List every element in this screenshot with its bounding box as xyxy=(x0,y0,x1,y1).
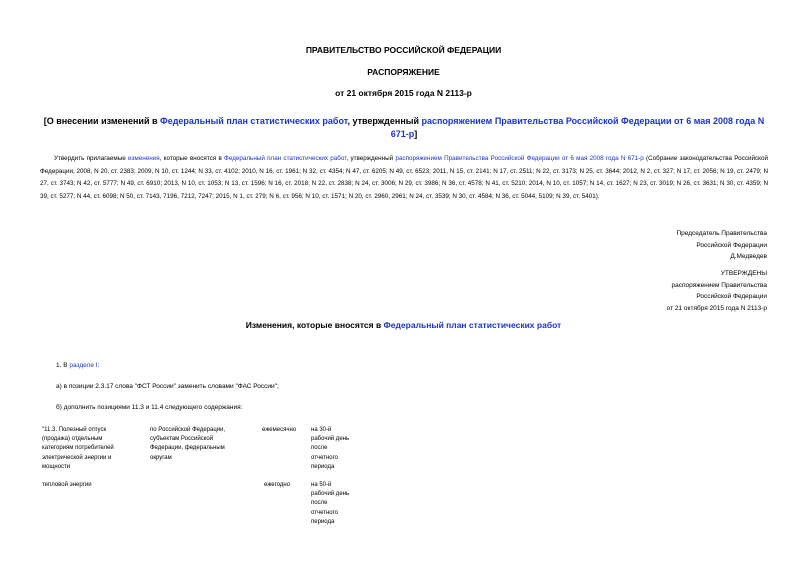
body-text-1: Утвердить прилагаемые xyxy=(54,155,129,162)
approved-line-3: Российской Федерации xyxy=(696,293,767,300)
signature-name: Д.Медведев xyxy=(730,253,767,260)
approved-line-4: от 21 октября 2015 года N 2113-р xyxy=(666,304,767,312)
item-a: а) в позиции 2.3.17 слова "ФСТ России" заменить словами "ФАС России"; xyxy=(56,383,279,390)
table-cell-name: "11.3. Полезный отпуск (продажа) отдельным категориям потребителей электрической энергии и мощности xyxy=(42,427,114,470)
changes-title-text: Изменения, которые вносятся в xyxy=(245,320,384,330)
table-cell-period: ежемесячно xyxy=(262,427,297,433)
government-heading: ПРАВИТЕЛЬСТВО РОССИЙСКОЙ ФЕДЕРАЦИИ xyxy=(305,45,502,55)
table-cell-deadline: на 30-й рабочий день после отчетного периода xyxy=(311,427,350,470)
table-cell-deadline: на 50-й рабочий день после отчетного периода xyxy=(311,482,350,525)
document-type: РАСПОРЯЖЕНИЕ xyxy=(367,67,440,77)
link-order-671[interactable]: распоряжением Правительства Российской Федерации от 6 мая 2008 года N 671-р xyxy=(390,116,765,139)
title-mid: , утвержденный xyxy=(347,116,422,126)
link-changes[interactable]: изменения xyxy=(128,155,160,162)
approved-heading: УТВЕРЖДЕНЫ xyxy=(720,270,767,277)
table-cell-name: тепловой энергии xyxy=(42,482,92,488)
body-text-3: , утвержденный xyxy=(346,155,396,162)
link-federal-plan[interactable]: Федеральный план статистических работ xyxy=(160,116,348,126)
title-close: ] xyxy=(414,129,418,139)
link-order-body[interactable]: распоряжением Правительства Российской Федерации от 6 мая 2008 года N 671-р xyxy=(395,155,644,162)
table-cell-scope: по Российской Федерации, субъектам Российской Федерации, федеральным округам xyxy=(150,427,226,461)
changes-title xyxy=(0,320,807,330)
item-b: б) дополнить позициями 11.3 и 11.4 следующего содержания: xyxy=(56,404,243,411)
body-paragraph xyxy=(40,153,768,203)
signature-country: Российской Федерации xyxy=(696,241,767,249)
signature-title: Председатель Правительства xyxy=(676,230,767,237)
link-section-1[interactable]: разделе I xyxy=(69,362,98,369)
link-federal-plan-body[interactable]: Федеральный план статистических работ xyxy=(224,155,347,162)
item-1-prefix: 1. В xyxy=(56,362,70,369)
body-text-4: (Собрание законодательства Российской Федерации, 2008, N 20, ст. 2383; 2009, N 10, ст. 1244; N 33, ст. 4102; 2010, N 16, ст. 1961; N 32, ст. 4354; N 47, ст. 6205; N 49, ст. 6523; 2011, N 15, ст. 2141; N 17, ст. 2511; N 22, ст. 3173; N 25, ст. 3644; 2012, N 2, ст. 327; N 17, ст. 2056; N 19, ст. 2479; N 27, ст. 3743; N 42, ст. 5777; N 49, ст. 6910; 2013, N 10, ст. 1053; N 13, ст. 1596; N 16, ст. 2018; N 22, ст. 2838; N 24, ст. 3006; N 29, ст. 3986; N 36, ст. 4578; N 41, ст. 5210; 2014, N 10, ст. 1057; N 14, ст. 1627; N 23, ст. 3019; N 26, ст. 3631; N 30, ст. 4359; N 39, ст. 5277; N 44, ст. 6098; N 50, ст. 7143, 7196, 7212, 7247; 2015, N 1, ст. 279; N 6, ст. 956; N 10, ст. 1571; N 20, ст. 2960, 2961; N 24, ст. 3539; N 30, ст. 4584; N 36, ст. 5044, 5109; N 39, ст. 5401). xyxy=(40,155,768,200)
item-1 xyxy=(56,362,99,369)
title-open: [О внесении изменений в xyxy=(43,116,161,126)
item-1-suffix: : xyxy=(97,362,100,369)
document-title xyxy=(40,115,768,141)
signature-block xyxy=(567,228,767,263)
approved-block xyxy=(567,268,767,314)
approved-line-2: распоряжением Правительства xyxy=(671,281,767,289)
document-date-number: от 21 октября 2015 года N 2113-р xyxy=(335,88,472,98)
link-federal-plan-changes[interactable]: Федеральный план статистических работ xyxy=(383,320,562,330)
body-text-2: , которые вносятся в xyxy=(159,155,225,162)
table-cell-period: ежегодно xyxy=(264,482,291,488)
